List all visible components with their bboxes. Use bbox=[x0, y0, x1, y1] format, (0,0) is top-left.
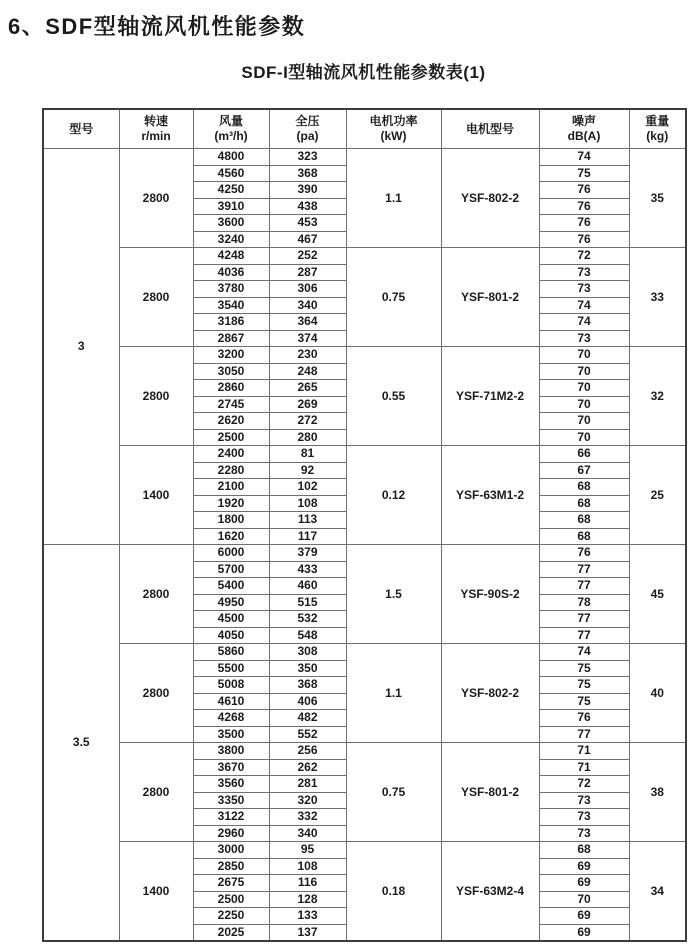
noise-cell: 69 bbox=[539, 875, 629, 892]
motor-cell: YSF-801-2 bbox=[441, 743, 539, 842]
speed-cell: 2800 bbox=[119, 644, 193, 743]
noise-cell: 70 bbox=[539, 429, 629, 446]
airflow-cell: 3122 bbox=[193, 809, 269, 826]
airflow-cell: 5700 bbox=[193, 561, 269, 578]
column-header: 重量 (kg) bbox=[629, 109, 686, 149]
airflow-cell: 4610 bbox=[193, 693, 269, 710]
pressure-cell: 552 bbox=[269, 726, 346, 743]
noise-cell: 72 bbox=[539, 248, 629, 265]
motor-cell: YSF-802-2 bbox=[441, 149, 539, 248]
pressure-cell: 256 bbox=[269, 743, 346, 760]
airflow-cell: 4500 bbox=[193, 611, 269, 628]
power-cell: 0.55 bbox=[346, 347, 441, 446]
airflow-cell: 3350 bbox=[193, 792, 269, 809]
pressure-cell: 116 bbox=[269, 875, 346, 892]
airflow-cell: 1620 bbox=[193, 528, 269, 545]
airflow-cell: 1800 bbox=[193, 512, 269, 529]
noise-cell: 75 bbox=[539, 660, 629, 677]
airflow-cell: 3000 bbox=[193, 842, 269, 859]
pressure-cell: 320 bbox=[269, 792, 346, 809]
pressure-cell: 81 bbox=[269, 446, 346, 463]
noise-cell: 78 bbox=[539, 594, 629, 611]
pressure-cell: 548 bbox=[269, 627, 346, 644]
noise-cell: 72 bbox=[539, 776, 629, 793]
noise-cell: 70 bbox=[539, 347, 629, 364]
pressure-cell: 379 bbox=[269, 545, 346, 562]
noise-cell: 73 bbox=[539, 792, 629, 809]
power-cell: 0.18 bbox=[346, 842, 441, 942]
airflow-cell: 4250 bbox=[193, 182, 269, 199]
table-row bbox=[43, 347, 686, 364]
pressure-cell: 265 bbox=[269, 380, 346, 397]
weight-cell: 45 bbox=[629, 545, 686, 644]
airflow-cell: 1920 bbox=[193, 495, 269, 512]
pressure-cell: 133 bbox=[269, 908, 346, 925]
airflow-cell: 4248 bbox=[193, 248, 269, 265]
pressure-cell: 137 bbox=[269, 924, 346, 941]
motor-cell: YSF-71M2-2 bbox=[441, 347, 539, 446]
speed-cell: 2800 bbox=[119, 248, 193, 347]
noise-cell: 70 bbox=[539, 380, 629, 397]
pressure-cell: 390 bbox=[269, 182, 346, 199]
table-row bbox=[43, 446, 686, 463]
motor-cell: YSF-801-2 bbox=[441, 248, 539, 347]
noise-cell: 70 bbox=[539, 413, 629, 430]
column-header: 风量 (m³/h) bbox=[193, 109, 269, 149]
noise-cell: 74 bbox=[539, 297, 629, 314]
airflow-cell: 2100 bbox=[193, 479, 269, 496]
noise-cell: 76 bbox=[539, 182, 629, 199]
table-row bbox=[43, 644, 686, 661]
noise-cell: 70 bbox=[539, 396, 629, 413]
pressure-cell: 281 bbox=[269, 776, 346, 793]
noise-cell: 73 bbox=[539, 264, 629, 281]
airflow-cell: 4800 bbox=[193, 149, 269, 166]
model-cell: 3 bbox=[43, 149, 119, 545]
pressure-cell: 287 bbox=[269, 264, 346, 281]
airflow-cell: 2850 bbox=[193, 858, 269, 875]
noise-cell: 73 bbox=[539, 809, 629, 826]
pressure-cell: 438 bbox=[269, 198, 346, 215]
airflow-cell: 5400 bbox=[193, 578, 269, 595]
noise-cell: 73 bbox=[539, 825, 629, 842]
table-row bbox=[43, 842, 686, 859]
airflow-cell: 2867 bbox=[193, 330, 269, 347]
motor-cell: YSF-63M2-4 bbox=[441, 842, 539, 942]
column-header: 全压 (pa) bbox=[269, 109, 346, 149]
table-row bbox=[43, 743, 686, 760]
weight-cell: 38 bbox=[629, 743, 686, 842]
pressure-cell: 308 bbox=[269, 644, 346, 661]
noise-cell: 71 bbox=[539, 759, 629, 776]
power-cell: 1.5 bbox=[346, 545, 441, 644]
pressure-cell: 433 bbox=[269, 561, 346, 578]
airflow-cell: 4560 bbox=[193, 165, 269, 182]
airflow-cell: 3050 bbox=[193, 363, 269, 380]
noise-cell: 76 bbox=[539, 198, 629, 215]
noise-cell: 66 bbox=[539, 446, 629, 463]
noise-cell: 77 bbox=[539, 726, 629, 743]
airflow-cell: 3780 bbox=[193, 281, 269, 298]
pressure-cell: 350 bbox=[269, 660, 346, 677]
pressure-cell: 113 bbox=[269, 512, 346, 529]
noise-cell: 77 bbox=[539, 561, 629, 578]
airflow-cell: 2280 bbox=[193, 462, 269, 479]
speed-cell: 2800 bbox=[119, 545, 193, 644]
pressure-cell: 532 bbox=[269, 611, 346, 628]
weight-cell: 25 bbox=[629, 446, 686, 545]
noise-cell: 74 bbox=[539, 644, 629, 661]
table-title: SDF-I型轴流风机性能参数表(1) bbox=[241, 63, 486, 82]
noise-cell: 70 bbox=[539, 363, 629, 380]
pressure-cell: 262 bbox=[269, 759, 346, 776]
airflow-cell: 4268 bbox=[193, 710, 269, 727]
noise-cell: 77 bbox=[539, 578, 629, 595]
pressure-cell: 332 bbox=[269, 809, 346, 826]
column-header: 电机功率 (kW) bbox=[346, 109, 441, 149]
power-cell: 0.12 bbox=[346, 446, 441, 545]
table-row bbox=[43, 248, 686, 265]
airflow-cell: 2500 bbox=[193, 891, 269, 908]
pressure-cell: 128 bbox=[269, 891, 346, 908]
airflow-cell: 3800 bbox=[193, 743, 269, 760]
airflow-cell: 3500 bbox=[193, 726, 269, 743]
column-header: 型号 bbox=[43, 109, 119, 149]
noise-cell: 76 bbox=[539, 215, 629, 232]
pressure-cell: 406 bbox=[269, 693, 346, 710]
speed-cell: 1400 bbox=[119, 842, 193, 942]
column-header: 电机型号 bbox=[441, 109, 539, 149]
pressure-cell: 272 bbox=[269, 413, 346, 430]
spec-table-header-row bbox=[43, 109, 686, 149]
noise-cell: 68 bbox=[539, 842, 629, 859]
noise-cell: 68 bbox=[539, 479, 629, 496]
speed-cell: 2800 bbox=[119, 149, 193, 248]
weight-cell: 34 bbox=[629, 842, 686, 942]
airflow-cell: 5860 bbox=[193, 644, 269, 661]
airflow-cell: 2400 bbox=[193, 446, 269, 463]
pressure-cell: 323 bbox=[269, 149, 346, 166]
pressure-cell: 368 bbox=[269, 677, 346, 694]
noise-cell: 73 bbox=[539, 330, 629, 347]
pressure-cell: 269 bbox=[269, 396, 346, 413]
airflow-cell: 2675 bbox=[193, 875, 269, 892]
pressure-cell: 92 bbox=[269, 462, 346, 479]
airflow-cell: 3670 bbox=[193, 759, 269, 776]
airflow-cell: 3240 bbox=[193, 231, 269, 248]
noise-cell: 71 bbox=[539, 743, 629, 760]
airflow-cell: 2620 bbox=[193, 413, 269, 430]
airflow-cell: 2025 bbox=[193, 924, 269, 941]
column-header: 转速 r/min bbox=[119, 109, 193, 149]
noise-cell: 69 bbox=[539, 908, 629, 925]
airflow-cell: 4950 bbox=[193, 594, 269, 611]
noise-cell: 74 bbox=[539, 314, 629, 331]
airflow-cell: 4050 bbox=[193, 627, 269, 644]
spec-table bbox=[42, 108, 687, 942]
noise-cell: 76 bbox=[539, 710, 629, 727]
page-title: 6、SDF型轴流风机性能参数 bbox=[8, 14, 306, 39]
noise-cell: 73 bbox=[539, 281, 629, 298]
airflow-cell: 3600 bbox=[193, 215, 269, 232]
column-header: 噪声 dB(A) bbox=[539, 109, 629, 149]
pressure-cell: 230 bbox=[269, 347, 346, 364]
model-cell: 3.5 bbox=[43, 545, 119, 942]
speed-cell: 1400 bbox=[119, 446, 193, 545]
airflow-cell: 2745 bbox=[193, 396, 269, 413]
noise-cell: 75 bbox=[539, 165, 629, 182]
airflow-cell: 3910 bbox=[193, 198, 269, 215]
weight-cell: 32 bbox=[629, 347, 686, 446]
airflow-cell: 2250 bbox=[193, 908, 269, 925]
pressure-cell: 368 bbox=[269, 165, 346, 182]
motor-cell: YSF-802-2 bbox=[441, 644, 539, 743]
weight-cell: 35 bbox=[629, 149, 686, 248]
airflow-cell: 2860 bbox=[193, 380, 269, 397]
airflow-cell: 3200 bbox=[193, 347, 269, 364]
pressure-cell: 117 bbox=[269, 528, 346, 545]
noise-cell: 74 bbox=[539, 149, 629, 166]
airflow-cell: 6000 bbox=[193, 545, 269, 562]
noise-cell: 77 bbox=[539, 627, 629, 644]
airflow-cell: 3186 bbox=[193, 314, 269, 331]
pressure-cell: 364 bbox=[269, 314, 346, 331]
airflow-cell: 3540 bbox=[193, 297, 269, 314]
noise-cell: 67 bbox=[539, 462, 629, 479]
noise-cell: 76 bbox=[539, 231, 629, 248]
weight-cell: 33 bbox=[629, 248, 686, 347]
pressure-cell: 374 bbox=[269, 330, 346, 347]
pressure-cell: 102 bbox=[269, 479, 346, 496]
pressure-cell: 108 bbox=[269, 495, 346, 512]
pressure-cell: 515 bbox=[269, 594, 346, 611]
weight-cell: 40 bbox=[629, 644, 686, 743]
noise-cell: 75 bbox=[539, 677, 629, 694]
pressure-cell: 248 bbox=[269, 363, 346, 380]
noise-cell: 75 bbox=[539, 693, 629, 710]
power-cell: 1.1 bbox=[346, 644, 441, 743]
noise-cell: 77 bbox=[539, 611, 629, 628]
power-cell: 0.75 bbox=[346, 248, 441, 347]
speed-cell: 2800 bbox=[119, 347, 193, 446]
power-cell: 1.1 bbox=[346, 149, 441, 248]
airflow-cell: 5008 bbox=[193, 677, 269, 694]
pressure-cell: 467 bbox=[269, 231, 346, 248]
pressure-cell: 460 bbox=[269, 578, 346, 595]
airflow-cell: 3560 bbox=[193, 776, 269, 793]
power-cell: 0.75 bbox=[346, 743, 441, 842]
pressure-cell: 340 bbox=[269, 297, 346, 314]
table-row bbox=[43, 149, 686, 166]
speed-cell: 2800 bbox=[119, 743, 193, 842]
noise-cell: 68 bbox=[539, 528, 629, 545]
noise-cell: 76 bbox=[539, 545, 629, 562]
airflow-cell: 2500 bbox=[193, 429, 269, 446]
pressure-cell: 306 bbox=[269, 281, 346, 298]
motor-cell: YSF-63M1-2 bbox=[441, 446, 539, 545]
spec-table-body bbox=[43, 149, 686, 942]
pressure-cell: 95 bbox=[269, 842, 346, 859]
table-row bbox=[43, 545, 686, 562]
airflow-cell: 5500 bbox=[193, 660, 269, 677]
pressure-cell: 280 bbox=[269, 429, 346, 446]
pressure-cell: 108 bbox=[269, 858, 346, 875]
airflow-cell: 2960 bbox=[193, 825, 269, 842]
pressure-cell: 340 bbox=[269, 825, 346, 842]
pressure-cell: 482 bbox=[269, 710, 346, 727]
airflow-cell: 4036 bbox=[193, 264, 269, 281]
pressure-cell: 252 bbox=[269, 248, 346, 265]
pressure-cell: 453 bbox=[269, 215, 346, 232]
noise-cell: 69 bbox=[539, 924, 629, 941]
noise-cell: 69 bbox=[539, 858, 629, 875]
noise-cell: 70 bbox=[539, 891, 629, 908]
noise-cell: 68 bbox=[539, 495, 629, 512]
motor-cell: YSF-90S-2 bbox=[441, 545, 539, 644]
noise-cell: 68 bbox=[539, 512, 629, 529]
